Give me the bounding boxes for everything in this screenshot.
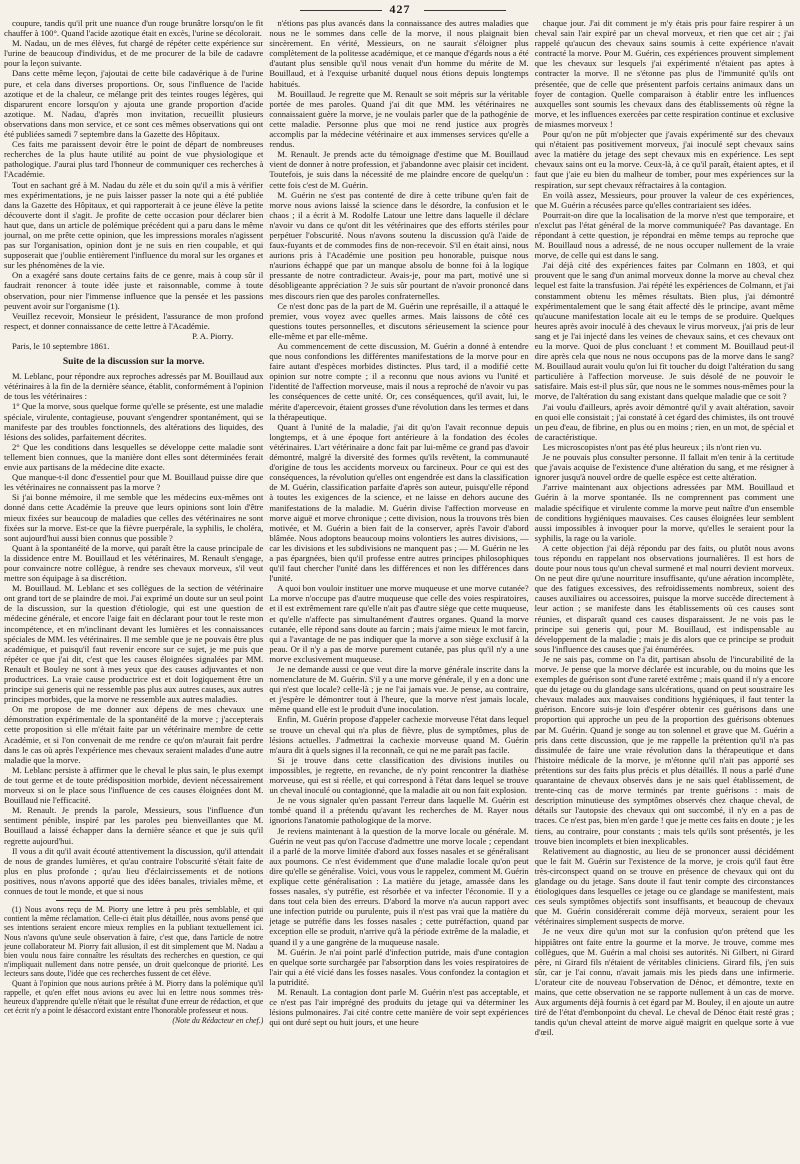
page-number: 427 (389, 2, 411, 16)
paragraph: J'ai voulu d'ailleurs, après avoir démontré qu'il y avait altération, savoir en quoi elle consistait ; j'ai constaté à cet égard des chimistes, ils ont trouvé un peu d'eau, de fibrine, en plus ou en moins ; rien, en un mot, de spécial et de caractéristique. (534, 401, 794, 442)
footnote-paragraph: (1) Nous avons reçu de M. Piorry une lettre à peu près semblable, et qui contient la même réclamation. Celle-ci était plus détaillée, nous avons pensé que ses intentions seraient encore mieux remplies en la publiant textuellement ici. Nous n'avons qu'une seule observation à faire, c'est que, dans l'article de notre jeune collaborateur M. Piorry fait allusion, il est dit simplement que M. Nadau a bien voulu nous faire connaître les résultats des recherches en question, ce qui n'impliquait nullement dans notre pensée, un droit quelconque de priorité. Les lecteurs sans doute, l'idée que ces recherches fussent de cet élève. (4, 905, 264, 979)
column-2 (269, 18, 528, 1160)
paragraph: Les microscopistes n'ont pas été plus heureux ; ils n'ont rien vu. (542, 441, 762, 452)
paragraph: Au commencement de cette discussion, M. Guérin a donné à entendre que nous confondions les différentes manifestations de la morve pour en faire autant d'espèces morbides distinctes. Plus tard, il a modifié cette opinion sur notre compte ; il a reconnu que nous avions vu l'unité et l'identité de l'affection morveuse, mais il nous a reproché de n'avoir vu pas les conséquences de cette unité. Or, ces conséquences, qu'il avait, lui, le mérite d'apercevoir, étaient grosses d'une révolution dans les termes et dans la thérapeutique. (269, 341, 529, 422)
paragraph: 1° Que la morve, sous quelque forme qu'elle se présente, est une maladie spéciale, virulente, contagieuse, pouvant s'engendrer spontanément, qui se manifeste par des troubles fonctionnels, des altérations des liquides, des lésions des solides, parfaitement décrites. (4, 401, 264, 442)
paragraph: n'étions pas plus avancés dans la connaissance des autres maladies que nous ne le sommes dans celle de la morve, il nous plaignait bien sincèrement. En vérité, Messieurs, on ne saurait s'éloigner plus complètement de la politesse académique, et ce manque d'égards nous a été d'autant plus sensible qu'il nous venait d'un homme du mérite de M. Bouillaud, et à l'exquise urbanité duquel nous étions depuis longtemps habitués. (269, 18, 529, 89)
paragraph: M. Leblanc persiste à affirmer que le cheval le plus sain, le plus exempt de tout germe et de toute prédisposition morbide, devient nécessairement morveux si on le place sous l'influence de ces causes éloignées dont M. Bouillaud nie l'efficacité. (4, 764, 264, 806)
paragraph: Que manque-t-il donc d'essentiel pour que M. Bouillaud puisse dire que les vétérinaires ne connaissent pas la morve ? (4, 472, 264, 493)
paragraph: J'ai déjà cité des expériences faites par Colmann en 1803, et qui prouvent que le sang d'un animal morveux donne la morve au cheval chez lequel est faite la transfusion. J'ai répété les expériences de Colmann, et j'ai constamment obtenu les mêmes résultats. Bien plus, j'ai démontré expérimentalement que le sang était affecté dès le principe, avant même qu'aucune manifestation locale ait eu le temps de se produire. Quelques heures après avoir inoculé à des chevaux le virus morveux, j'ai pris de leur sang et je l'ai injecté dans les veines de chevaux sains, et ces chevaux ont eu la morve. Quoi de plus concluant ! et comment M. Bouillaud peut-il dire après cela que nous ne nous occupons pas de la morve dans le sang? M. Bouillaud aurait voulu qu'on lui fit toucher du doigt l'altération du sang particulière à l'affection morveuse. Je suis désolé de ne pouvoir le satisfaire. Mais est-il plus sûr, que nous ne le sommes nous-mêmes pour la morve, de l'altération du sang existant dans quelque maladie que ce soit ? (534, 260, 794, 402)
footnote (4, 905, 263, 1025)
paragraph: Relativement au diagnostic, au lieu de se prononcer aussi décidément que le fait M. Guérin sur l'existence de la morve, je crois qu'il faut être très-circonspect quand on se trouve en présence de chevaux qui ont du glandage ou du jetage. Sans doute il faut tenir compte des circonstances étiologiques dans lesquelles ce jetage ou ce glandage se manifestent, mais ces seuls symptômes objectifs sont insuffisants, et beaucoup de chevaux que M. Guérin considérerait comme déjà morveux, seraient pour les vétérinaires simplement suspects de morve. (534, 845, 794, 927)
paragraph: M. Nadau, un de mes élèves, fut chargé de répéter cette expérience sur l'urine de beaucoup d'individus, et de me procurer de la bile de cadavre pour la leçon suivante. (4, 38, 264, 69)
paragraph: Je ne sais pas, comme on l'a dit, partisan absolu de l'incurabilité de la morve. Je pense que la morve déclarée est incurable, ou du moins que les exemples de guérison sont d'une rareté extrême ; mais quand il n'y a encore que du jetage ou du glandage sans ulcérations, quand on peut soustraire les chevaux malades aux mauvaises conditions hygiéniques, il faut tenter la guérison. Encore suis-je loin d'espérer obtenir ces guérisons dans une proportion qui approche un peu de la proportion des guérisons obtenues par M. Guérin. Quand je songe au ton solennel et grave que M. Guérin a pris dans cette discussion, que je me rappelle la prétention qu'il n'a pas dissimulée de faire une vraie révolution dans la thérapeutique et dans l'histoire médicale de la morve, je m'étonne qu'il n'ait pas apporté ses prétentions sur des faits plus précis et plus détaillés. Il nous a parlé d'une quarantaine de chevaux observés dans je ne sais quel établissement, de trente-cinq cas de morve terminés par trente guérisons : mais de description minutieuse des symptômes observés chez chaque cheval, de détails sur l'autopsie des chevaux qui ont succombé, il n'y en a pas de traces. Ce n'est pas, bien m'en garde ! que je mette ces faits en doute ; je les tiens, au contraire, pour constants ; mais tels qu'ils sont présentés, je les trouve bien incomplets et bien inexplicables. (534, 653, 794, 846)
paragraph: A cette objection j'ai déjà répondu par des faits, ou plutôt nous avons tous répondu en rappelant nos observations journalières. Il est hors de doute pour nous tous qu'un cheval surmené et mal nourri devient morveux. On ne peut dire qu'une nourriture insuffisante, qu'une aération incomplète, que des fatigues excessives, des refroidissements nombreux, soient des causes auxiliaires ou accessoires, puisque la morve succède directement à leur action ; se manifeste dans les établissements où ces causes sont réunies, et disparaît quand ces causes disparaissent. Je ne vois pas le principe sui generis qui, pour M. Bouillaud, est indispensable au développement de la maladie ; mais je dis alors que ce principe se produit sous l'influence des causes que j'ai énumérées. (534, 542, 794, 654)
paragraph: Veuillez recevoir, Monsieur le président, l'assurance de mon profond respect, et donner connaissance de cette lettre à l'Académie. (4, 310, 264, 331)
paragraph: M. Leblanc, pour répondre aux reproches adressés par M. Bouillaud aux vétérinaires à la fin de la dernière séance, établit, conformément à l'opinion de tous les vétérinaires : (4, 371, 264, 402)
paragraph: Ces faits me paraissent devoir être le point de départ de nombreuses recherches de la plus haute utilité au point de vue physiologique et pathologique. J'aurai plus tard l'honneur de communiquer ces recherches à l'Académie. (4, 139, 264, 180)
paragraph: Pour qu'on ne pût m'objecter que j'avais expérimenté sur des chevaux qui n'étaient pas positivement morveux, j'ai inoculé sept chevaux sains avec la matière du jetage des sept chevaux mis en expérience. Les sept chevaux sains ont eu la morve. Ceux-là, à ce qu'il paraît, étaient aptes, et il faut que j'aie eu bien du malheur de tomber, pour mes expériences sur la respiration, sur sept chevaux réfractaires à la contagion. (534, 129, 794, 190)
paragraph: 2° Que les conditions dans lesquelles se développe cette maladie sont tellement bien connues, que la manière dont elles sont déterminées ferait envie aux partisans de la médecine dite exacte. (4, 441, 264, 473)
paragraph: M. Bouillaud. Je regrette que M. Renault se soit mépris sur la véritable portée de mes paroles. Quand j'ai dit que MM. les vétérinaires ne connaissaient guère la morve, je ne voulais parler que de la pathogénie de cette maladie. Personne plus que moi ne rend justice aux progrès accomplis par la médecine vétérinaire et aux immenses services qu'elle a rendus. (269, 88, 529, 150)
column-3 (535, 18, 794, 1160)
paragraph: Je ne pouvais plus consulter personne. Il fallait m'en tenir à la certitude que j'avais acquise de l'existence d'une altération du sang, et me résigner à ignorer jusqu'à nouvel ordre de quelle espèce est cette altération. (534, 452, 794, 483)
paragraph: M. Renault. Je prends acte du témoignage d'estime que M. Bouillaud vient de donner à notre profession, et j'abandonne avec plaisir cet incident. Toutefois, je suis dans la nécessité de me plaindre encore de quelqu'un : cette fois c'est de M. Guérin. (269, 149, 529, 190)
paragraph: On me propose de me donner aux dépens de mes chevaux une démonstration expérimentale de la spontanéité de la morve ; j'accepterais cette proposition si elle m'était faite par un vétérinaire membre de cette Académie, et si l'on convenait de me rendre ce qu'on m'aurait fait perdre dans le cas où après l'expérience mes chevaux seraient malades d'une autre maladie que la morve. (4, 704, 264, 765)
paragraph: M. Renault. La contagion dont parle M. Guérin n'est pas acceptable, et ce n'est pas l'air imprégné des produits du jetage qui va déterminer les lésions pulmonaires. J'ai cité contre cette manière de voir sept expériences qui ont duré sept ou huit jours, et une heure (269, 987, 529, 1028)
letter-signature: P. A. Piorry. (192, 330, 234, 341)
paragraph: Je ne veux dire qu'un mot sur la confusion qu'on prétend que les hippiâtres ont faite entre la gourme et la morve. Je trouve, comme mes collègues, que M. Guérin a mal choisi ses autorités. Ni Gilbert, ni Girard père, ni Girard fils n'étaient de véritables cliniciens. Girard fils, j'en suis sûr, car je l'ai connu, n'avait jamais mis les pieds dans une infirmerie. L'orateur cite de nouveau l'observation de Dénoc, et démontre, texte en mains, que cette observation ne se rapporte nullement à un cas de morve. Aux arguments déjà fournis à cet égard par M. Bouley, il en ajoute un autre tiré de l'état d'embonpoint du cheval. Le cheval de Dénoc était resté gras ; tandis qu'un cheval atteint de morve aiguë maigrit en quelque sorte à vue d'œil. (534, 926, 794, 1038)
paragraph: On a exagéré sans doute certains faits de ce genre, mais à coup sûr il faudrait renoncer à toute idée juste et raisonnable, comme à toute observation, pour nier l'immense influence que la pensée et les passions peuvent avoir sur l'organisme (1). (4, 270, 264, 311)
paragraph: chaque jour. J'ai dit comment je m'y étais pris pour faire respirer à un cheval sain l'air expiré par un cheval morveux, et rien que cet air ; j'ai rappelé qu'aucun des chevaux sains soumis à cette expérience n'avait contracté la morve. Pour M. Guérin, ces expériences prouvent simplement que les chevaux sur lesquels j'ai expérimenté n'étaient pas aptes à contracter la morve. Il ne s'étonne pas plus de l'immunité qu'ils ont présentée, que de celle que présentent parfois certains animaux dans un foyer de contagion. Quelle comparaison à établir entre les influences auxquelles sont soumis les chevaux dans des établissements où règne la morve, et les influences exercées par cette respiration continue et exclusive de miasmes morveux ! (534, 18, 794, 129)
section-title: Suite de la discussion sur la morve. (62, 357, 205, 368)
paragraph: Je reviens maintenant à la question de la morve locale ou générale. M. Guérin ne veut pas qu'on l'accuse d'admettre une morve locale ; cependant il a parlé de la morve limitée d'abord aux fosses nasales et se généralisant aux poumons. Ce n'est évidemment que d'une maladie locale qu'on peut dire qu'elle se généralise. Voici, vous vous le rappelez, comment M. Guérin explique cette généralisation : La matière du jetage, amassée dans les fosses nasales, s'y putréfie, est résorbée et va infecter l'économie. Il y a dans tout cela bien des erreurs. D'abord la morve n'a aucun rapport avec une infection putride ou purulente, puis il n'est pas vrai que la matière du jetage se putréfie dans les fosses nasales ; cette putréfaction, quand par exception elle se produit, n'arrive qu'à la période extrême de la maladie, et quand il y a une gangrène de la muqueuse nasale. (269, 825, 529, 947)
paragraph: M. Bouillaud. M. Leblanc et ses collègues de la section de vétérinaire ont grand tort de se plaindre de moi. J'ai exprimé un doute sur un seul point de la discussion, sur la question d'étiologie, qui est une question de médecine générale, et encore l'aige fait en déclarant pour tout le reste mon incompétence, et en m'inclinant devant les lumières et les connaissances spéciales de MM. les vétérinaires. Il me semble que je ne pouvais être plus académique, et puisqu'il faut revenir encore sur ce sujet, je me puis que répéter ce que j'ai dit, c'est que les causes éloignées signalées par MM. Renault et Bouley ne sont à mes yeux que des causes adjuvantes et non productrices. La vraie cause productrice est et doit logiquement être un principe sui generis qui ne ressemble pas plus aux autres causes, aux autres principes morbides, que la morve ne ressemble aux autres maladies. (4, 583, 264, 705)
footnote-signature: (Note du Rédacteur en chef.) (172, 1015, 264, 1025)
paragraph: En voilà assez, Messieurs, pour prouver la valeur de ces expériences, que M. Guérin a récusées parce qu'elles contrariaient ses idées. (534, 189, 794, 210)
paragraph: M. Guérin ne s'est pas contenté de dire à cette tribune qu'en fait de morve nous avions laissé la science dans le désordre, la confusion et le chaos ; il a écrit à M. Rodolfe Latour une lettre dans laquelle il déclare n'avoir vu dans ce qu'ont dit les vétérinaires que des efforts stériles pour perpétuer l'obscurité. Nous n'avons soutenu la discussion qu'à l'aide de faux-fuyants et de commodes fins de non-recevoir. S'il en était ainsi, nous aurions pris à l'Académie une position peu honorable, puisque nous n'aurions échappé que par un manque absolu de bonne foi à la logique pressante de notre contradicteur. Avais-je, pour ma part, motivé une si désobligeante appréciation ? Je suis sûr pourtant de n'avoir prononcé dans mes discours rien que des paroles confraternelles. (269, 189, 529, 301)
paragraph: Il vous a dit qu'il avait écouté attentivement la discussion, qu'il attendait de nous de grandes lumières, et qu'au contraire l'obscurité s'était faite de plus en plus profonde ; qu'au lieu d'éclaircissements et de notions positives, nous n'avons apporté que des idées banales, triviales même, et connues de tout le monde, et que si nous (4, 845, 264, 896)
column-1 (4, 18, 263, 1160)
paragraph: J'arrive maintenant aux objections adressées par MM. Bouillaud et Guérin à la morve spontanée. Ils ne comprennent pas comment une maladie spécifique et virulente comme la morve peut naître d'un ensemble de conditions hygiéniques mauvaises. Ces causes éloignées leur semblent aussi impossibles à invoquer pour la morve, qu'elles le seraient pour la syphilis, la rage ou la variole. (534, 482, 794, 543)
paragraph: M. Guérin. Je n'ai point parlé d'infection putride, mais d'une contagion en quelque sorte surchargée par l'absorption dans les voies respiratoires de l'air qui a été vicié dans les fosses nasales. Vous confondez la contagion et la putridité. (269, 946, 529, 987)
paragraph: Ce n'est donc pas de la part de M. Guérin une représaille, il a attaqué le premier, vous voyez avec quelles armes. Mais laissons de côté ces questions toutes personnelles, et discutons sérieusement la science pour elle-même et par elle-même. (269, 300, 529, 341)
paragraph: Je ne demande aussi ce que veut dire la morve générale inscrite dans la nomenclature de M. Guérin. S'il y a une morve générale, il y en a donc une qui n'est que locale? celle-là ; je ne l'ai jamais vue. Je pense, au contraire, et j'espère le démontrer tout à l'heure, que la morve n'est jamais locale, même quand elle est le produit d'une inoculation. (269, 664, 529, 715)
header-rule-right (424, 10, 506, 11)
paragraph: Pourrait-on dire que la localisation de la morve n'est que temporaire, et n'exclut pas l'état général de la morve communiquée? Pas davantage. En répondant à cette question, je répondrai en même temps au reproche que M. Bouillaud nous a adressé, de ne nous occuper nullement de la vraie morve, de celle qui est dans le sang. (534, 209, 794, 261)
footnote-divider (56, 900, 212, 901)
footnote-paragraph: Quant à l'opinion que nous aurions prêtée à M. Piorry dans la polémique qu'il rappelle, et qu'en effet nous avions eu avec lui en lettre nous sommes très-heureux d'apprendre qu'elle n'était que le résultat d'une erreur de rédaction, et que cet écrit n'y a point le désaccord existant entre l'honorable professeur et nous. (4, 978, 264, 1016)
paragraph: Tout en sachant gré à M. Nadau du zèle et du soin qu'il a mis à vérifier mes expérimentations, je ne puis laisser passer la note qui a été publiée dans la Gazette des Hôpitaux, et qui rapporterait à ce jeune élève la petite découverte dont il s'agit. Je profite de cette occasion pour déclarer bien haut que, dans un article de polémique précédent qui a paru dans le même journal, on me prête cette opinion, que les impressions morales n'agissent pas sur l'organisation, opinion dont je ne suis en rien coupable, et qui supposerait que j'oublie entièrement l'influence du moral sur les organes et sur les phénomènes de la vie. (4, 179, 264, 271)
paragraph: Quant à l'unité de la maladie, j'ai dit qu'on l'avait reconnue depuis longtemps, et à une époque fort antérieure à la fondation des écoles vétérinaires. L'art vétérinaire a donc fait par lui-même ce grand pas d'avoir démontré, malgré la diversité des formes qu'ils revêtent, la communauté d'origine de tous les accidents morveux ou farcineux. Pour ce qui est des conséquences, la révolution qu'elles ont engendrée est dans la classification de M. Guérin, classification parfaite d'après son auteur, puisqu'elle répond à toutes les exigences de la science, et ne laisse en dehors aucune des manifestations de la maladie. M. Guérin divise l'affection morveuse en morve aiguë et morve chronique ; cette division, nous la trouvons très bien motivée, et M. Guérin a bien fait de la conserver, après l'avoir d'abord blâmée. Nous adoptons beaucoup moins volontiers les autres divisions, — car les divisions et les subdivisions ne manquent pas ; — M. Guérin ne les a pas épargnées, bien qu'il professe entre autres principes philosophiques qu'il faut chercher l'unité dans les différences et non les différences dans l'unité. (269, 421, 529, 584)
paragraph: Je ne vous signaler qu'en passant l'erreur dans laquelle M. Guérin est tombé quand il a prétendu qu'avant les recherches de M. Rayer nous ignorions l'anatomie pathologique de la morve. (269, 795, 529, 826)
header-rule-left (300, 10, 382, 11)
paragraph: coupure, tandis qu'il prit une nuance d'un rouge brunâtre lorsqu'on le fit chauffer à 100°. Quand l'acide azotique était en excès, l'urine se décolorait. (4, 18, 264, 39)
paragraph: Dans cette même leçon, j'ajoutai de cette bile cadavérique à de l'urine pure, et cela dans diverses proportions. Or, sous l'influence de l'acide azotique et de la chaleur, ce mélange prit des teintes rouges légères, qui disparurent encore lorsqu'on y ajouta une grande proportion d'acide azotique. M. Nadau, d'après mon invitation, recueillit plusieurs observations dans mon service, et ce sont ces mêmes observations qui ont été publiées samedi 7 septembre dans la Gazette des Hôpitaux. (4, 68, 264, 140)
paragraph: Si je trouve dans cette classification des divisions inutiles ou impossibles, je regrette, en revanche, de n'y point rencontrer la diathèse morveuse, qui est si réelle, et qui correspond à l'état dans lequel se trouve un cheval inoculé ou contagionné, que la maladie ait ou non fait explosion. (269, 754, 529, 796)
columns (4, 18, 794, 1160)
paragraph: Quant à la spontanéité de la morve, qui paraît être la cause principale de la dissidence entre M. Bouillaud et les vétérinaires, M. Renault s'engage, pour convaincre notre collègue, à rendre ses chevaux morveux, s'il veut mettre son équipage à sa discrétion. (4, 542, 264, 584)
dateline: Paris, le 10 septembre 1861. (12, 341, 110, 351)
page-header (0, 2, 800, 18)
paragraph: A quoi bon vouloir instituer une morve muqueuse et une morve cutanée? La morve n'occupe pas d'autre muqueuse que celle des voies respiratoires, et il est extrêmement rare qu'elle n'ait pas d'autre siège que cette muqueuse, et qu'elle n'affecte pas simultanément d'autres organes. Quand la morve cutanée, elle répond sans doute au farcin ; mais j'aime mieux le mot farcin, qui a l'avantage de ne pas indiquer que la morve a son siège exclusif à la peau. Or il n'y a pas de morve purement cutanée, pas plus qu'il n'y a une morve exclusivement muqueuse. (269, 583, 529, 664)
paragraph: Si j'ai bonne mémoire, il me semble que les médecins eux-mêmes ont donné dans cette Académie la preuve que leurs opinions sont loin d'être mieux fixées sur beaucoup de maladies que celles des vétérinaires ne sont fixées sur la morve. Est-ce que la fièvre puerpérale, la syphilis, le choléra, sont aujourd'hui aussi bien connus que possible ? (4, 492, 264, 543)
paragraph: M. Renault. Je prends la parole, Messieurs, sous l'influence d'un sentiment pénible, inspiré par les paroles peu bienveillantes que M. Bouillaud a laissé échapper dans la dernière séance et que je suis qu'il regrette aujourd'hui. (4, 805, 264, 846)
paragraph: Enfin, M. Guérin propose d'appeler cachexie morveuse l'état dans lequel se trouve un cheval qui n'a plus de fièvre, plus de symptômes, plus de lésions actuelles. J'admettrai la cachexie morveuse quand M. Guérin m'aura dit à quels signes il la reconnaît, ce qui ne me paraît pas facile. (269, 714, 529, 755)
